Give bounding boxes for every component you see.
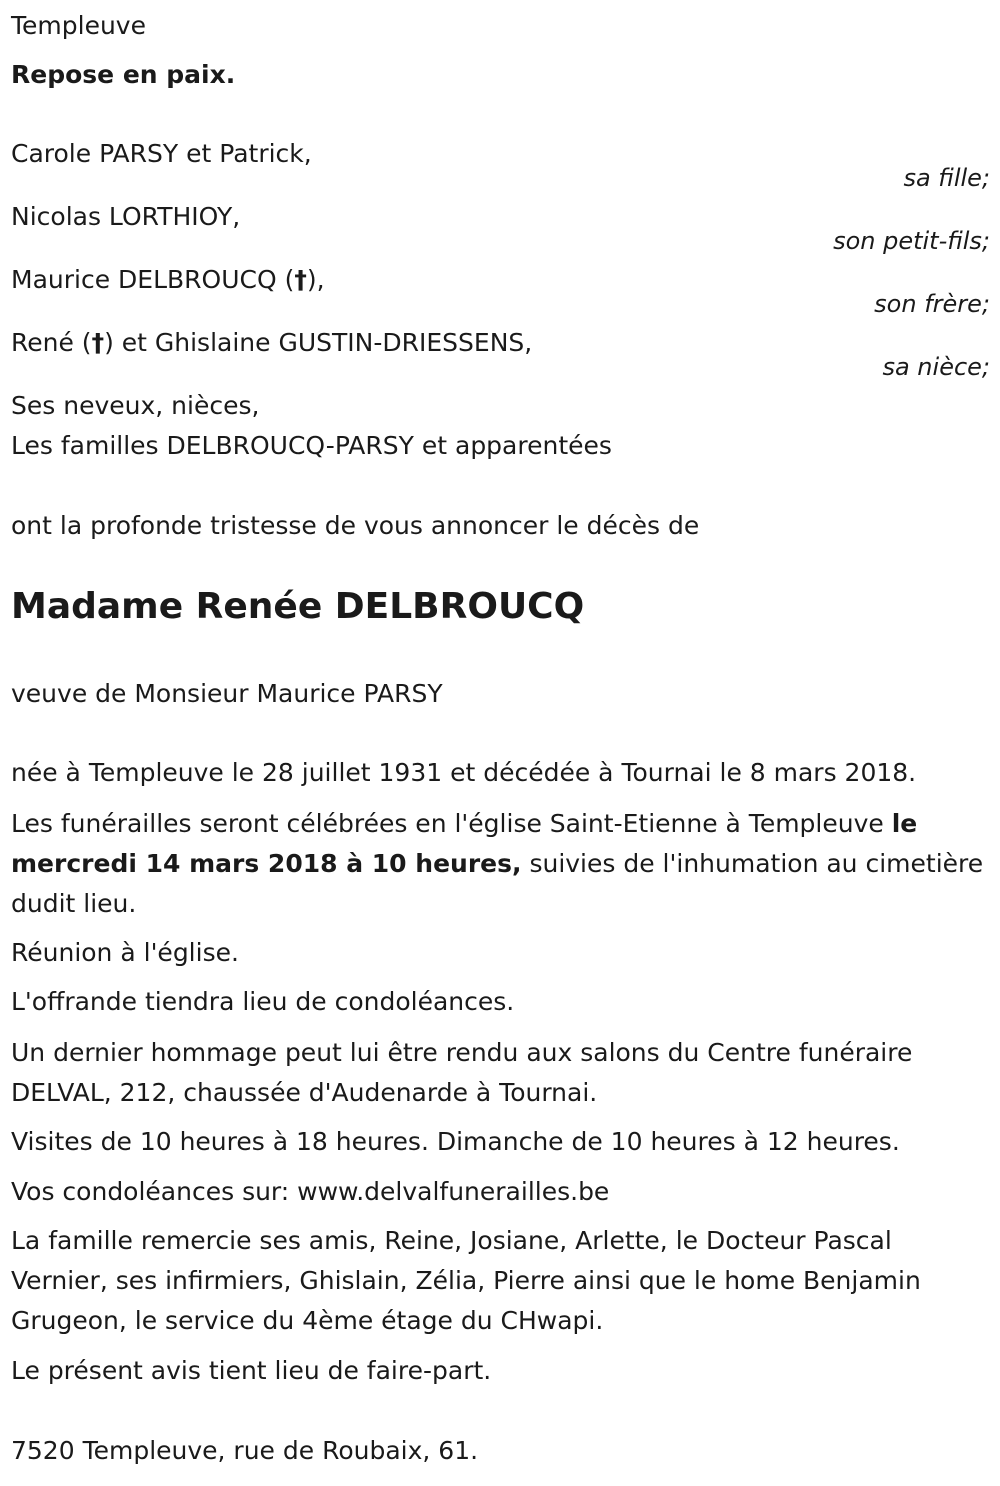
funeral-line-3: dudit lieu. [11,889,137,918]
funeral-line-1 [11,804,990,844]
family-name-3 [11,265,325,295]
thanks-line-3: Grugeon, le service du 4ème étage du CHwapi. [11,1306,604,1335]
birth-death-dates: née à Templeuve le 28 juillet 1931 et décédée à Tournai le 8 mars 2018. [11,758,917,787]
family-name-3-after: ), [306,265,325,294]
visits: Visites de 10 heures à 18 heures. Dimanche de 10 heures à 12 heures. [11,1127,900,1156]
family-relation-3: son frère; [874,290,990,318]
family-name-1: Carole PARSY et Patrick, [11,139,312,168]
family-name-4-after: ) et Ghislaine GUSTIN-DRIESSENS, [104,328,533,357]
offering: L'offrande tiendra lieu de condoléances. [11,987,515,1016]
meeting: Réunion à l'église. [11,938,239,967]
funeral-line-2 [11,844,990,884]
notice: Le présent avis tient lieu de faire-part. [11,1356,492,1385]
funeral-date-time: mercredi 14 mars 2018 à 10 heures, [11,849,522,878]
funeral-paragraph [11,804,990,924]
family-name-2: Nicolas LORTHIOY, [11,202,241,231]
thanks-paragraph [11,1221,990,1341]
family-name-4-before: René ( [11,328,92,357]
family-name-3-before: Maurice DELBROUCQ ( [11,265,295,294]
tribute-paragraph [11,1033,990,1113]
address: 7520 Templeuve, rue de Roubaix, 61. [11,1436,479,1465]
announcement: ont la profonde tristesse de vous annoncer le décès de [11,511,700,540]
tribute-line-1: Un dernier hommage peut lui être rendu aux salons du Centre funéraire [11,1038,913,1067]
family-relation-2: son petit-fils; [833,227,990,255]
others-line-1: Ses neveux, nièces, [11,391,260,420]
funeral-text-1: Les funérailles seront célébrées en l'église Saint-Etienne à Templeuve [11,809,892,838]
cross-icon: † [294,265,307,294]
family-relation-1: sa fille; [903,164,990,192]
widow-of: veuve de Monsieur Maurice PARSY [11,679,443,708]
header-location: Templeuve [11,11,146,40]
condolences-label: Vos condoléances sur: [11,1177,298,1206]
cross-icon: † [91,328,105,357]
deceased-name: Madame Renée DELBROUCQ [11,586,585,627]
header-rip: Repose en paix. [11,60,236,89]
others-line-2: Les familles DELBROUCQ-PARSY et apparentées [11,431,612,460]
condolences [11,1177,609,1207]
condolences-link[interactable]: www.delvalfunerailles.be [297,1177,610,1206]
tribute-line-2: DELVAL, 212, chaussée d'Audenarde à Tournai. [11,1078,598,1107]
family-relation-4: sa nièce; [882,353,990,381]
funeral-bold-1: le [891,809,918,838]
thanks-line-2: Vernier, ses infirmiers, Ghislain, Zélia, Pierre ainsi que le home Benjamin [11,1266,921,1295]
family-name-4 [11,328,532,358]
funeral-text-2: suivies de l'inhumation au cimetière [521,849,984,878]
thanks-line-1: La famille remercie ses amis, Reine, Josiane, Arlette, le Docteur Pascal [11,1226,892,1255]
